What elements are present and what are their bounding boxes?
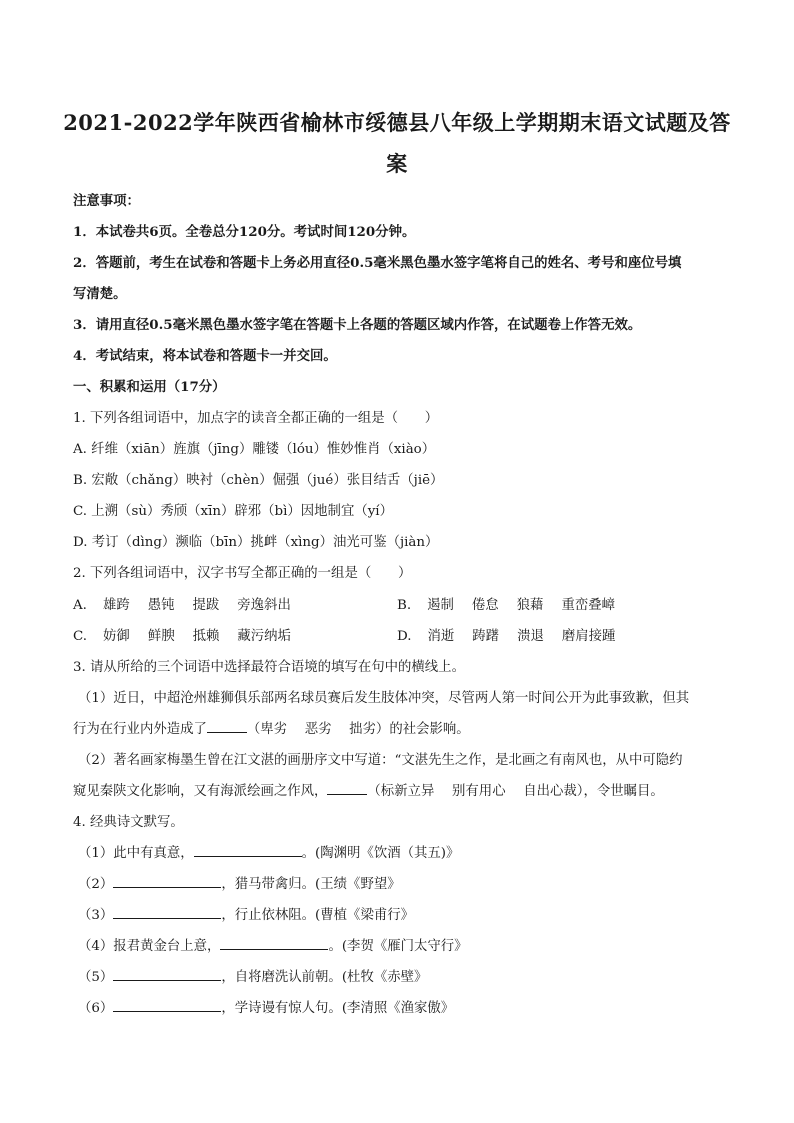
notice-item-2-cont: 写清楚。 [73,286,127,302]
q4-item-suffix: 。(陶渊明《饮酒（其五)》 [301,846,460,861]
q2-option-c-word: 藏污纳垢 [237,629,291,644]
q4-item-blank [113,998,221,1012]
q3-part1-text: 行为在行业内外造成了 [73,722,207,737]
q2-option-b-word: 狼藉 [516,598,544,613]
notice-item-2: 2．答题前，考生在试卷和答题卡上务必用直径0.5毫米黑色墨水签字笔将自己的姓名、考号和座位号填 [73,255,682,271]
q4-item-1 [78,842,459,861]
q2-option-d-word: 踌躇 [472,629,500,644]
q1-option-b: B. 宏敞（chǎng）映衬（chèn）倔强（jué）张目结舌（jiē） [73,473,444,488]
q3-part2-line2 [73,780,664,799]
notice-heading: 注意事项： [73,193,140,209]
q4-item-6 [78,997,454,1016]
q1-option-c: C. 上溯（sù）秀颀（xīn）辟邪（bì）因地制宜（yí） [73,504,393,519]
page-title-line1: 2021-2022学年陕西省榆林市绥德县八年级上学期期末语文试题及答 [63,110,731,135]
notice-item-4: 4．考试结束，将本试卷和答题卡一并交回。 [73,348,337,364]
q1-option-a: A. 纤维（xiān）旌旗（jīng）雕镂（lóu）惟妙惟肖（xiào） [73,442,436,457]
q2-option-d [397,625,633,644]
q1-stem: 1. 下列各组词语中，加点字的读音全都正确的一组是（ ） [73,411,439,426]
q2-option-a-word: 雄跨 [102,598,130,613]
q4-item-suffix: ，行止依林阻。(曹植《梁甫行》 [221,908,415,923]
q4-item-prefix: （5） [78,970,114,985]
q4-item-prefix: （4）报君黄金台上意， [78,939,221,954]
q2-option-a-word: 提跋 [192,598,220,613]
notice-item-3: 3．请用直径0.5毫米黑色墨水签字笔在答题卡上各题的答题区域内作答，在试题卷上作答无效。 [73,317,642,333]
q4-item-prefix: （3） [78,908,114,923]
q3-part2-blank [327,781,367,795]
q2-option-a-word: 愚钝 [147,598,175,613]
q4-item-blank [220,936,328,950]
q2-option-c-word: 妨御 [103,629,130,644]
q2-option-b [397,594,633,613]
q4-item-prefix: （6） [78,1001,114,1016]
q2-option-a [73,594,309,613]
page-title-line2: 案 [386,151,408,176]
q3-stem: 3. 请从所给的三个词语中选择最符合语境的填写在句中的横线上。 [73,660,465,675]
q4-item-5 [78,966,427,985]
q4-item-prefix: （1）此中有真意， [78,846,194,861]
notice-item-1: 1．本试卷共6页。全卷总分120分。考试时间120分钟。 [73,224,416,240]
q2-option-d-word: 消逝 [427,629,455,644]
q4-item-blank [113,874,221,888]
q1-option-d: D. 考订（dìng）濒临（bīn）挑衅（xìng）油光可鉴（jiàn） [73,535,439,550]
q2-option-b-word: 倦怠 [471,598,499,613]
q2-option-c-word: 抵赖 [192,629,220,644]
q2-option-a-word: 旁逸斜出 [237,598,291,613]
q4-item-suffix: 。(李贺《雁门太守行》 [328,939,468,954]
q2-option-c [73,625,309,644]
q4-item-blank [113,967,221,981]
q4-item-4 [78,935,468,954]
q3-part2-line1: （2）著名画家梅墨生曾在江文湛的画册序文中写道：“文湛先生之作，是北画之有南风也，从中可隐约 [78,753,683,768]
q4-item-suffix: ，自将磨洗认前朝。(杜牧《赤壁》 [221,970,428,985]
q4-stem: 4. 经典诗文默写。 [73,815,184,830]
q2-option-b-letter: B. [397,598,412,613]
q2-option-b-word: 遏制 [427,598,454,613]
q2-option-d-word: 溃退 [517,629,544,644]
q4-item-prefix: （2） [78,877,114,892]
q3-part1-choices: （卑劣 恶劣 拙劣）的社会影响。 [246,722,470,737]
q3-part2-text: 窥见秦陕文化影响，又有海派绘画之作风， [73,784,328,799]
q3-part2-choices: （标新立异 别有用心 自出心裁），令世瞩目。 [367,784,664,799]
q4-item-3 [78,904,414,923]
section-heading: 一、积累和运用（17分） [73,379,226,395]
q2-option-c-letter: C. [73,629,88,644]
q4-item-blank [113,905,221,919]
q4-item-suffix: ，学诗谩有惊人句。(李清照《渔家傲》 [221,1001,455,1016]
q4-item-suffix: ，猎马带禽归。(王绩《野望》 [221,877,401,892]
q2-option-d-word: 磨肩接踵 [561,629,616,644]
q3-part1-blank [207,719,247,733]
q3-part1-line2 [73,718,470,737]
q2-stem: 2. 下列各组词语中，汉字书写全都正确的一组是（ ） [73,566,412,581]
q2-option-c-word: 鲜腴 [147,629,175,644]
q4-item-blank [194,843,302,857]
q2-option-a-letter: A. [73,598,87,613]
q4-item-2 [78,873,401,892]
q2-option-d-letter: D. [397,629,412,644]
q2-option-b-word: 重峦叠嶂 [561,598,616,613]
q3-part1-line1: （1）近日，中超沧州雄狮俱乐部两名球员赛后发生肢体冲突，尽管两人第一时间公开为此事致歉，但其 [78,691,690,706]
